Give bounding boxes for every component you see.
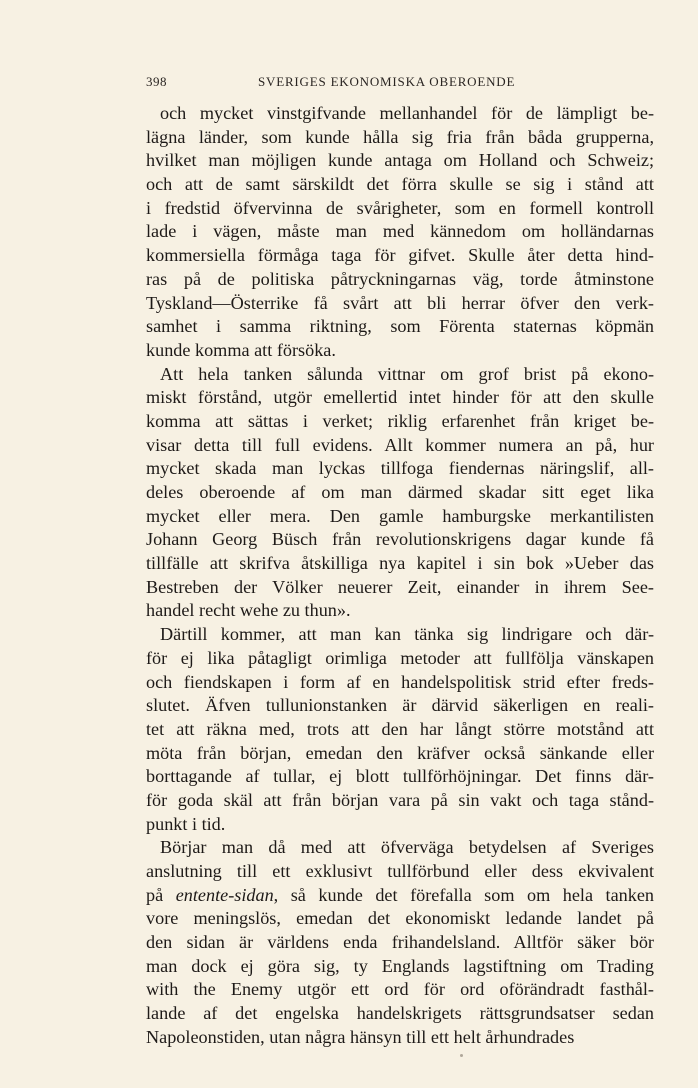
paragraph: [146, 363, 654, 624]
text-line: ras på de politiska påtryckningarnas väg, torde åtminstone: [146, 268, 654, 289]
text-line: mycket eller mera. Den gamle hamburgske merkantilisten: [146, 505, 654, 526]
text-line: slutet. Äfven tullunionstanken är därvid säkerligen en reali-: [146, 695, 654, 716]
text-line: Tyskland—Österrike få svårt att bli herrar öfver den verk-: [146, 292, 654, 313]
paragraph: [146, 836, 654, 1049]
text-line: lade i vägen, måste man med kännedom om holländarnas: [146, 221, 654, 242]
text-line: och mycket vinstgifvande mellanhandel för de lämpligt be-: [160, 103, 654, 123]
text-line: i fredstid öfvervinna de svårigheter, som en formell kontroll: [146, 197, 654, 218]
text-line: lande af det engelska handelskrigets rättsgrundsatser sedan: [146, 1003, 654, 1024]
text-run: på: [146, 884, 176, 905]
text-line: with the Enemy utgör ett ord för ord oförändradt fasthål-: [146, 979, 654, 1000]
text-line: lägna länder, som kunde hålla sig fria från båda grupperna,: [146, 126, 654, 147]
text-line: man dock ej göra sig, ty Englands lagstiftning om Trading: [146, 955, 654, 976]
text-line: [146, 884, 654, 908]
text-line: kommersiella förmåga taga för gifvet. Skulle åter detta hind-: [146, 245, 654, 266]
italic-term: entente-sidan: [175, 884, 274, 905]
text-run: , så kunde det förefalla som om hela tanken: [273, 884, 655, 905]
text-line: komma att sättas i verket; riklig erfarenhet från kriget be-: [146, 410, 654, 431]
paper-speck: [460, 1054, 463, 1057]
text-line: handel recht wehe zu thun».: [146, 600, 351, 621]
paragraph: [146, 102, 654, 363]
text-line: kunde komma att försöka.: [146, 339, 336, 360]
text-line: Johann Georg Büsch från revolutionskrigens dagar kunde få: [146, 529, 654, 550]
text-line: för ej lika påtagligt orimliga metoder att fullfölja vänskapen: [146, 647, 654, 668]
text-line: punkt i tid.: [146, 813, 226, 834]
text-line: för goda skäl att från början vara på sin vakt och taga stånd-: [146, 789, 654, 810]
text-line: mycket skada man lyckas tillfoga fiendernas näringslif, all-: [146, 458, 654, 479]
text-line: Bestreben der Völker neuerer Zeit, einander in ihrem See-: [146, 576, 654, 597]
text-line: deles oberoende af om man därmed skadar sitt eget lika: [146, 482, 654, 502]
text-line: möta från början, emedan den kräfver också sänkande eller: [146, 742, 654, 763]
text-line: Att hela tanken sålunda vittnar om grof brist på ekono-: [160, 363, 654, 384]
text-line: visar detta till full evidens. Allt kommer numera an på, hur: [146, 434, 654, 455]
body-text: [146, 102, 654, 1050]
text-line: Därtill kommer, att man kan tänka sig lindrigare och där-: [160, 624, 654, 645]
text-line: tet att räkna med, trots att den har långt större motstånd att: [146, 718, 654, 739]
text-line: samhet i samma riktning, som Förenta staternas köpmän: [146, 316, 654, 337]
text-line: Napoleonstiden, utan några hänsyn till ett helt århundrades: [146, 1026, 575, 1047]
paragraph: [146, 623, 654, 836]
page-number: 398: [146, 74, 167, 89]
text-line: och fiendskapen i form af en handelspolitisk strid efter freds-: [146, 671, 654, 692]
running-head: SVERIGES EKONOMISKA OBEROENDE: [258, 74, 516, 89]
text-line: anslutning till ett exklusivt tullförbund eller dess ekvivalent: [146, 861, 654, 881]
text-line: tillfälle att skrifva åtskilliga nya kapitel i sin bok »Ueber das: [146, 553, 654, 574]
text-line: och att de samt särskildt det förra skulle se sig i stånd att: [146, 174, 654, 195]
text-line: vore meningslös, emedan det ekonomiskt ledande landet på: [146, 908, 654, 929]
text-line: borttagande af tullar, ej blott tullförhöjningar. Det finns där-: [146, 766, 654, 787]
text-line: hvilket man möjligen kunde antaga om Holland och Schweiz;: [146, 150, 654, 171]
text-line: Börjar man då med att öfverväga betydelsen af Sveriges: [160, 837, 654, 858]
text-line: den sidan är världens enda frihandelsland. Alltför säker bör: [146, 932, 654, 953]
text-line: miskt förstånd, utgör emellertid intet hinder för att den skulle: [146, 387, 654, 408]
page-header: [146, 74, 636, 94]
